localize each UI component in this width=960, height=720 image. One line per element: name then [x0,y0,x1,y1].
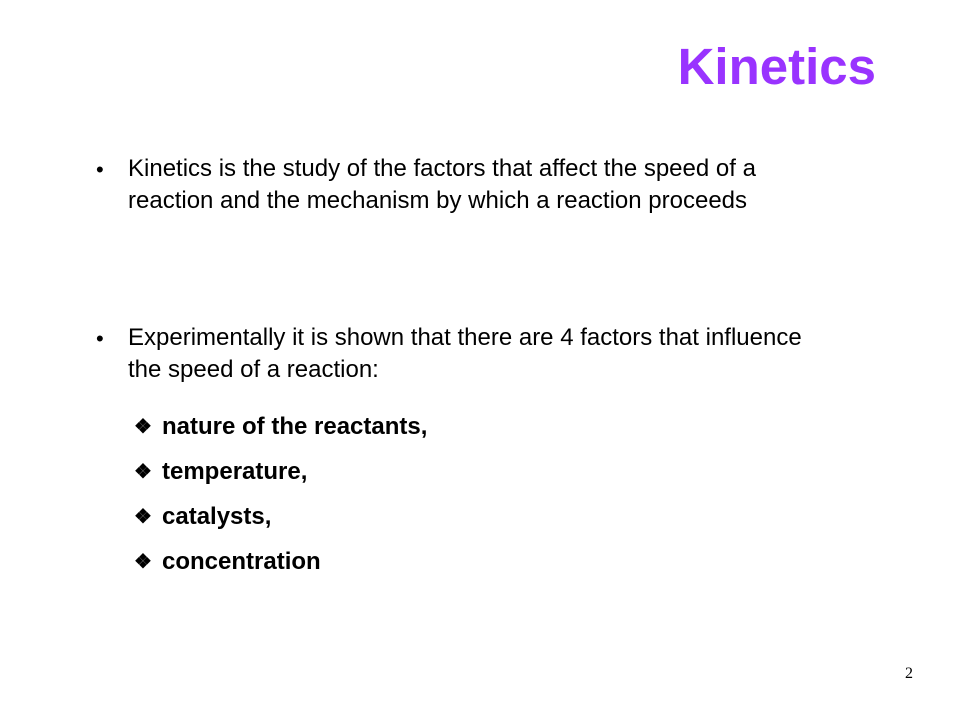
diamond-bullet-icon: ❖ [134,550,152,573]
factor-item [134,539,427,584]
factor-item [134,494,427,539]
diamond-bullet-icon: ❖ [134,505,152,528]
page-number: 2 [905,665,913,682]
bullet-text: Kinetics is the study of the factors that affect the speed of a reaction and the mechanism by which a reaction proceeds [128,155,756,214]
slide-title: Kinetics [677,38,876,95]
bullet-dot-icon: • [96,157,104,182]
bullet-item [96,153,826,217]
factor-label: catalysts, [162,502,272,530]
bullet-text: Experimentally it is shown that there are 4 factors that influence the speed of a reaction: [128,324,802,383]
factor-label: nature of the reactants, [162,412,428,440]
diamond-bullet-icon: ❖ [134,460,152,483]
factor-label: concentration [162,547,321,575]
factor-list [134,404,427,584]
bullet-dot-icon: • [96,326,104,351]
diamond-bullet-icon: ❖ [134,415,152,438]
factor-item [134,404,427,449]
factor-label: temperature, [162,457,308,485]
factor-item [134,449,427,494]
bullet-item [96,322,826,386]
